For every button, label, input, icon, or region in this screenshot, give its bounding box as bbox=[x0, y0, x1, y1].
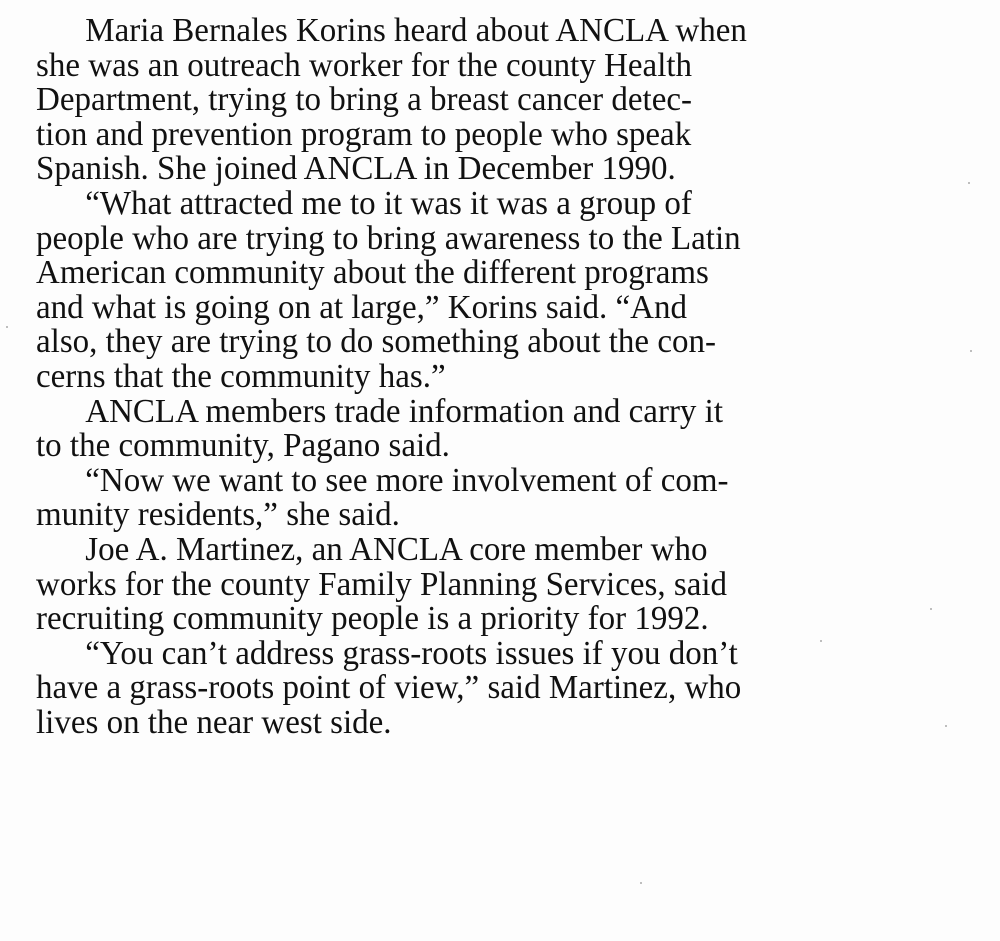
text-line: works for the county Family Planning Services, said bbox=[36, 565, 728, 603]
text-line: munity residents,” she said. bbox=[36, 496, 400, 534]
text-line: “What attracted me to it was it was a group of bbox=[85, 184, 692, 222]
scan-speck bbox=[820, 640, 822, 642]
text-line: Joe A. Martinez, an ANCLA core member who bbox=[85, 530, 708, 568]
text-line: and what is going on at large,” Korins said. “And bbox=[36, 288, 687, 326]
text-line: Department, trying to bring a breast cancer detec- bbox=[36, 81, 692, 119]
paragraph-korins-intro bbox=[36, 14, 972, 187]
paragraph-korins-quote bbox=[36, 184, 972, 395]
text-line: have a grass-roots point of view,” said Martinez, who bbox=[36, 669, 742, 707]
scan-speck bbox=[970, 350, 972, 352]
text-line: lives on the near west side. bbox=[36, 703, 392, 741]
text-line: “Now we want to see more involvement of com- bbox=[85, 461, 729, 499]
scan-speck bbox=[968, 182, 970, 184]
text-line: cerns that the community has.” bbox=[36, 357, 446, 395]
scan-speck bbox=[6, 326, 8, 328]
text-line: also, they are trying to do something about the con- bbox=[36, 323, 716, 361]
text-line: tion and prevention program to people who speak bbox=[36, 115, 692, 153]
text-line: “You can’t address grass-roots issues if you don’t bbox=[85, 634, 738, 672]
scan-speck bbox=[640, 882, 642, 884]
text-line: people who are trying to bring awareness to the Latin bbox=[36, 219, 741, 257]
text-line: American community about the different programs bbox=[36, 254, 709, 292]
text-line: to the community, Pagano said. bbox=[36, 427, 450, 465]
paragraph-pagano-quote bbox=[36, 461, 972, 534]
text-line: recruiting community people is a priority for 1992. bbox=[36, 600, 709, 638]
paragraph-martinez-quote bbox=[36, 634, 972, 741]
paragraph-ancla-members bbox=[36, 392, 972, 465]
text-line: Maria Bernales Korins heard about ANCLA when bbox=[85, 12, 747, 49]
paragraph-martinez-intro bbox=[36, 530, 972, 638]
scan-speck bbox=[930, 608, 932, 610]
text-line: Spanish. She joined ANCLA in December 1990. bbox=[36, 150, 676, 188]
article-body bbox=[36, 14, 972, 740]
scan-speck bbox=[945, 725, 947, 727]
text-line: ANCLA members trade information and carry it bbox=[85, 392, 724, 430]
text-line: she was an outreach worker for the county Health bbox=[36, 46, 693, 84]
